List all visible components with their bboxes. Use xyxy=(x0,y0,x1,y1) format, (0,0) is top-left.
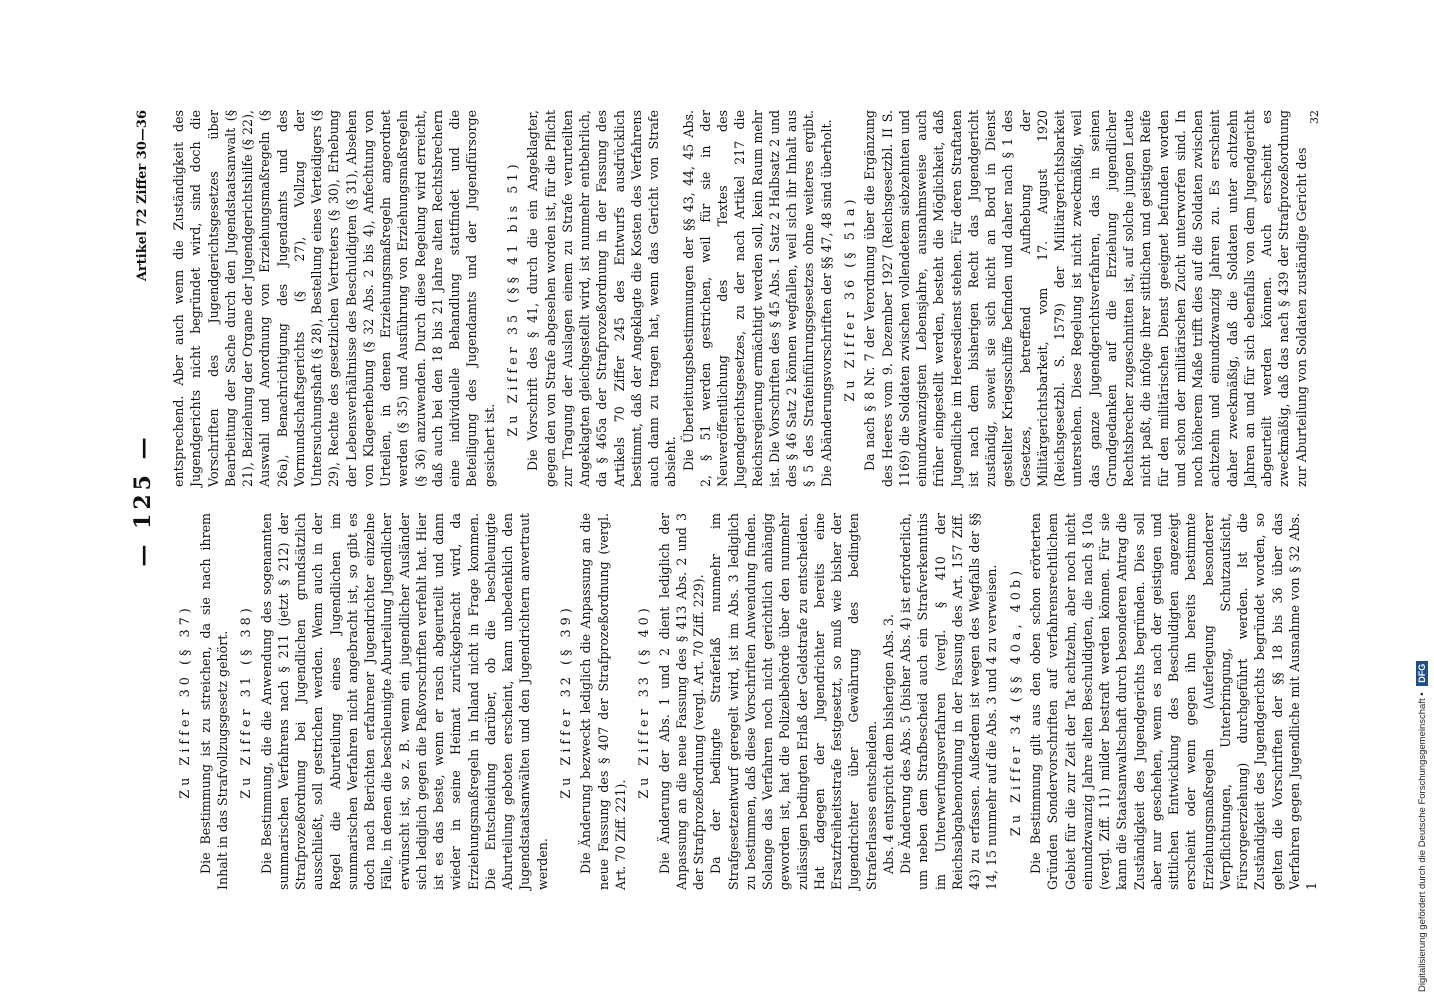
left-column xyxy=(170,513,1320,890)
paragraph: Die Änderung bezweckt lediglich die Anpassung an die neue Fassung des § 407 der Strafprozeßordnung (vergl. Art. 70 Ziff. 221). xyxy=(578,513,628,890)
section-heading: Zu Ziffer 33 (§ 40) xyxy=(637,604,653,799)
paragraph: Die Bestimmung, die die Anwendung des sogenannten summarischen Verfahrens nach § 211 (jetzt § 212) der Strafprozeßordnung bei Jugendlichen grundsätzlich ausschließt, soll gestrichen werden. Wenn auch in der Regel die Aburteilung eines Jugendlichen im summarischen Verfahren nicht angebracht ist, so gibt es doch nach Berichten erfahrener Jugendrichter einzelne Fälle, in denen die beschleunigte Aburteilung Jugendlicher erwünscht ist, so z. B. wenn ein jugendlicher Ausländer sich lediglich gegen die Paßvorschriften verfehlt hat. Hier ist es das beste, wenn er rasch abgeurteilt und dann wieder in seine Heimat zurückgebracht wird, da Erziehungsmaßregeln in Inland nicht in Frage kommen. Die Entscheidung darüber, ob die beschleunigte Aburteilung geboten erscheint, kann unbedenklich den Jugendstaatsanwälten und den Jugendrichtern anvertraut werden. xyxy=(258,513,550,890)
section-heading: Zu Ziffer 31 (§ 38) xyxy=(239,604,255,799)
paragraph: Die Änderung des Abs. 5 (bisher Abs. 4) ist erforderlich, um neben dem Strafbescheid auch ein Strafverkenntnis im Unterwerfungsverfahren (vergl. § 410 der Reichsabgabenordnung in der Fassung des Art. 157 Ziff. 43) zu erfassen. Außerdem ist wegen des Wegfalls der §§ 14, 15 nunmehr auf die Abs. 3 und 4 zu verweisen. xyxy=(898,513,1000,890)
article-header: Artikel 72 Ziffer 30—36 xyxy=(135,110,150,282)
section-heading: Zu Ziffer 32 (§ 39) xyxy=(558,604,574,799)
section-heading: Zu Ziffer 34 (§§ 40a, 40b) xyxy=(1008,566,1024,837)
section-heading: Zu Ziffer 30 (§ 37) xyxy=(178,604,193,799)
running-head xyxy=(128,110,158,890)
rotated-document-page xyxy=(102,80,1332,920)
page-number: — 125 — xyxy=(130,433,156,567)
paragraph: Die Vorschrift des § 41, durch die ein Angeklagter, gegen den von Strafe abgesehen worden ist, für die Pflicht zur Tragung der Auslagen einem zu Strafe verurteilten Angeklagten gleichgestellt wird, ist nunmehr entbehrlich, da § 465a der Strafprozeßordnung in der Fassung des Artikels 70 Ziffer 245 des Entwurfs ausdrücklich bestimmt, daß der Angeklagte die Kosten des Verfahrens auch dann zu tragen hat, wenn das Gericht von Strafe absieht. xyxy=(525,110,679,487)
signature-mark: 32 xyxy=(1307,110,1321,124)
paragraph: Da nach § 8 Nr. 7 der Verordnung über die Ergänzung des Heeres vom 9. Dezember 1927 (Reichsgesetzbl. II S. 1169) die Soldaten zwischen vollendetem siebzehnten und einundzwanzigsten Lebensjahre, ausnahmsweise auch früher eingestellt werden, besteht die Möglichkeit, daß Jugendliche im Heeresdienst stehen. Für deren Straftaten ist nach dem bisherigen Recht das Jugendgericht zuständig, soweit sie sich nicht an Bord in Dienst gestellter Kriegsschiffe befinden und daher nach § 1 des Gesetzes, betreffend Aufhebung der Militärgerichtsbarkeit, vom 17. August 1920 (Reichsgesetzbl. S. 1579) der Militärgerichtsbarkeit unterstehen. Diese Regelung ist nicht zweckmäßig, weil das ganze Jugendgerichtsverfahren, das in seinen Grundgedanken auf die Erziehung jugendlicher Rechtsbrecher zugeschnitten ist, auf solche jungen Leute nicht paßt, die infolge ihrer sittlichen und geistigen Reife für den militärischen Dienst geeignet befunden worden und schon der militärischen Zucht unterworfen sind. In noch höherem Maße trifft dies auf die Soldaten zwischen achtzehn und einundzwanzig Jahren zu. Es erscheint daher zweckmäßig, daß die Soldaten unter achtzehn Jahren an und für sich ebenfalls von dem Jugendgericht abgeurteilt werden können. Auch erscheint es zweckmäßig, daß das nach § 439 der Strafprozeßordnung zur Aburteilung von Soldaten zuständige Gericht des xyxy=(862,110,1309,487)
paragraph: Abs. 4 entspricht dem bisherigen Abs. 3. xyxy=(880,614,896,874)
digitization-text: Digitalisierung gefördert durch die Deutsche Forschungsgemeinschaft • xyxy=(1417,692,1428,992)
paragraph: Die Änderung der Abs. 1 und 2 dient lediglich der Anpassung an die neue Fassung des § 413 Abs. 2 und 3 der Strafprozeßordnung (vergl. Art. 70 Ziff. 229). xyxy=(656,513,707,890)
paragraph: entsprechend. Aber auch wenn die Zuständigkeit des Jugendgerichts nicht begründet wird, sind doch die Vorschriften des Jugendgerichtsgesetzes über Bearbeitung der Sache durch den Jugendstaatsanwalt (§ 21), Beiziehung der Organe der Jugendgerichtshilfe (§ 22), Auswahl und Anordnung von Erziehungsmaßregeln (§ 26a), Benachrichtigung des Jugendamts und des Vormundschaftsgerichts (§ 27), Vollzug der Untersuchungshaft (§ 28), Bestellung eines Verteidigers (§ 29), Rechte des gesetzlichen Vertreters (§ 30), Erhebung der Lebensverhältnisse des Beschuldigten (§ 31), Absehen von Klageerhebung (§ 32 Abs. 2 bis 4), Anfechtung von Urteilen, in denen Erziehungsmaßregeln angeordnet werden (§ 35) und Ausführung von Erziehungsmaßregeln (§ 36) anzuwenden. Durch diese Regelung wird erreicht, daß auch bei den 18 bis 21 Jahre alten Rechtsbrechern eine individuelle Behandlung stattfindet und die Beteiligung des Jugendamts und der Jugendfürsorge gesichert ist. xyxy=(171,110,497,487)
paragraph: Die Überleitungsbestimmungen der §§ 43, 44, 45 Abs. 2, § 51 werden gestrichen, weil für sie in der Neuveröffentlichung des Textes des Jugendgerichtsgesetzes, zu der nach Artikel 217 die Reichsregierung ermächtigt werden soll, kein Raum mehr ist. Die Vorschriften des § 45 Abs. 1 Satz 2 Halbsatz 2 und des § 46 Satz 2 können wegfallen, weil sich ihr Inhalt aus § 5 des Strafeinführungsgesetzes ohne weiteres ergibt. Die Abänderungsvorschriften der §§ 47, 48 sind überholt. xyxy=(680,110,834,487)
dfg-logo: DFG xyxy=(1416,661,1428,686)
section-heading: Zu Ziffer 35 (§§ 41 bis 51) xyxy=(505,160,521,437)
paragraph: Die Bestimmung ist zu streichen, da sie nach ihrem Inhalt in das Strafvollzugsgesetz gehört. xyxy=(197,513,230,890)
digitization-note xyxy=(1416,6,1428,992)
paragraph: Die Bestimmung gilt aus den oben schon erörterten Gründen Sondervorschriften auf verfahrensrechtlichem Gebiet für die zur Zeit der Tat achtzehn, aber noch nicht einundzwanzig Jahre alten Beschuldigten, die nach § 10a (vergl. Ziff. 11) milder bestraft werden können. Für sie kann die Staatsanwaltschaft durch besonderen Antrag die Zuständigkeit des Jugendgerichts begründen. Dies soll aber nur geschehen, wenn es nach der geistigen und sittlichen Entwicklung des Beschuldigten angezeigt erscheint oder wenn gegen ihn bereits bestimmte Erziehungsmaßregeln (Auferlegung besonderer Verpflichtungen, Unterbringung, Schutzaufsicht, Fürsorgeerziehung) durchgeführt werden. Ist die Zuständigkeit des Jugendgerichts begründet worden, so gelten die Vorschriften der §§ 18 bis 36 über das Verfahren gegen Jugendliche mit Ausnahme von § 32 Abs. 1 xyxy=(1028,513,1320,890)
text-columns xyxy=(170,110,1320,890)
right-column xyxy=(170,110,1320,487)
section-heading: Zu Ziffer 36 (§ 51a) xyxy=(842,195,858,402)
paragraph: Da der bedingte Straferlaß nunmehr im Strafgesetzentwurf geregelt wird, ist im Abs. 3 lediglich zu bestimmen, daß diese Vorschriften Anwendung finden. Solange das Verfahren noch nicht gerichtlich anhängig geworden ist, hat die Polizeibehörde über den nunmehr zulässigen bedingten Erlaß der Geldstrafe zu entscheiden. Hat dagegen der Jugendrichter bereits eine Ersatzfreiheitsstrafe festgesetzt, so muß wie bisher der Jugendrichter über Gewährung des bedingten Straferlasses entscheiden. xyxy=(708,513,879,890)
